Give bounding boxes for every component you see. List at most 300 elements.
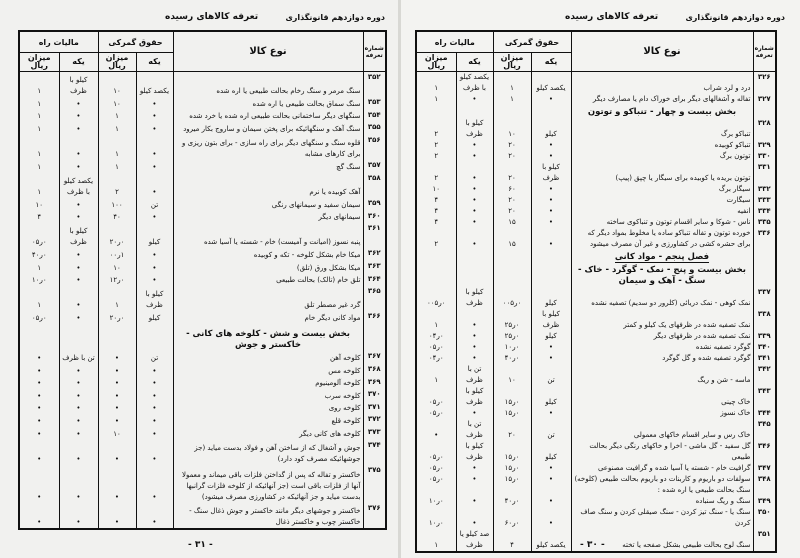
section-heading: سنگ بحالت طبیعی یا اره شده : bbox=[657, 486, 751, 494]
customs-unit: کیلو bbox=[136, 311, 173, 324]
road-tax-amount: ۰ر۱۰ bbox=[31, 276, 47, 285]
road-tax-unit: • bbox=[59, 465, 98, 503]
customs-amount: ۲۰ bbox=[493, 195, 531, 206]
table-row bbox=[19, 160, 386, 173]
road-tax-amount: ۱ bbox=[37, 301, 42, 310]
customs-amount: ۱ bbox=[98, 110, 136, 123]
column-header-road-amount: میزان ریال bbox=[19, 53, 59, 72]
tariff-number: ۳۶۱ bbox=[363, 223, 386, 248]
table-row bbox=[416, 364, 776, 386]
tariff-number: ۳۷۴ bbox=[363, 440, 386, 465]
customs-unit: • bbox=[136, 402, 173, 415]
customs-amount: • bbox=[98, 402, 136, 415]
road-tax-unit: • bbox=[59, 135, 98, 160]
customs-amount: ۲۰ bbox=[493, 419, 531, 441]
tariff-number: ۳۴۱ bbox=[753, 353, 776, 364]
item-description: سنگهای دیگر ساختمانی بحالت طبیعی اره شده یا خرد شده bbox=[173, 110, 363, 123]
tariff-number: ۳۲۹ bbox=[753, 140, 776, 151]
customs-amount: ۶۰ bbox=[493, 184, 531, 195]
section-heading: فصل پنجم - مواد کانی bbox=[614, 252, 710, 262]
tariff-number: ۳۵۷ bbox=[363, 160, 386, 173]
tariff-number: ۳۷۰ bbox=[363, 389, 386, 402]
road-tax-unit: • bbox=[456, 408, 493, 419]
tariff-number: ۳۶۵ bbox=[363, 286, 386, 311]
section-heading-row bbox=[416, 263, 776, 287]
road-tax-unit: تن با ظرف bbox=[59, 351, 98, 364]
customs-unit: • bbox=[531, 507, 571, 529]
customs-unit: یکصد کیلو bbox=[136, 72, 173, 98]
road-tax-unit: • bbox=[456, 463, 493, 474]
customs-amount: ۴۰ bbox=[98, 211, 136, 224]
customs-amount: • bbox=[98, 389, 136, 402]
tariff-number: ۳۵۱ bbox=[753, 529, 776, 551]
table-row bbox=[19, 135, 386, 160]
road-tax-unit: • bbox=[59, 248, 98, 261]
item-description: خاکستر و جوشهای دیگر مانند خاکستر و جوش ذغال سنگ - خاکستر چوب و خاکستر ذغال bbox=[173, 503, 363, 528]
tariff-number: ۳۴۳ bbox=[753, 386, 776, 408]
item-description: ماسه - شن و ریگ bbox=[571, 364, 753, 386]
table-row bbox=[19, 440, 386, 465]
customs-amount: • bbox=[98, 503, 136, 528]
tariff-number: ۳۵۳ bbox=[363, 97, 386, 110]
customs-amount: ۱ bbox=[493, 72, 531, 95]
road-tax-amount: ۰ر۰۵ bbox=[428, 453, 444, 461]
item-description: سیگارت bbox=[571, 195, 753, 206]
page-number: - ۳۰ - bbox=[580, 540, 605, 550]
road-tax-amount: ۱ bbox=[434, 321, 439, 329]
customs-unit: • bbox=[136, 173, 173, 198]
tariff-number: ۳۳۳ bbox=[753, 195, 776, 206]
table-row bbox=[416, 463, 776, 474]
customs-unit: • bbox=[531, 217, 571, 228]
road-tax-unit: صد کیلو یا ظرف bbox=[456, 529, 493, 551]
item-description: سولفات دو باریوم و کاربنات دو باریوم بحالت طبیعی (کلوخه) bbox=[571, 474, 753, 485]
road-tax-unit: • bbox=[59, 122, 98, 135]
road-tax-amount: ۰ر۰۵ bbox=[428, 343, 444, 351]
item-description: میکا بشکل ورق (تلق) bbox=[173, 261, 363, 274]
table-row bbox=[19, 274, 386, 287]
item-description: کلوخه آهن bbox=[173, 351, 363, 364]
tariff-number: ۳۷۲ bbox=[363, 414, 386, 427]
customs-amount: ۰ر۱۵ bbox=[493, 474, 531, 485]
road-tax-unit: • bbox=[59, 211, 98, 224]
customs-amount: ۲۰ bbox=[493, 206, 531, 217]
column-header-road-tax: مالیات راه bbox=[416, 31, 493, 53]
road-tax-unit: • bbox=[59, 274, 98, 287]
tariff-number: ۳۳۲ bbox=[753, 184, 776, 195]
road-tax-unit: • bbox=[59, 402, 98, 415]
road-tax-amount: ۱ bbox=[434, 541, 439, 549]
table-row bbox=[416, 386, 776, 408]
item-description: توتون برگ bbox=[571, 151, 753, 162]
road-tax-unit: کیلو با ظرف bbox=[456, 287, 493, 309]
road-tax-amount: ۰ر۰۵ bbox=[31, 313, 47, 322]
customs-unit: • bbox=[136, 274, 173, 287]
table-row bbox=[416, 309, 776, 331]
customs-unit: • bbox=[531, 94, 571, 105]
road-tax-unit: • bbox=[456, 353, 493, 364]
customs-unit: تن bbox=[531, 419, 571, 441]
table-row bbox=[19, 211, 386, 224]
road-tax-amount: ۰ر۱۰ bbox=[428, 497, 444, 505]
tariff-number: ۳۴۵ bbox=[753, 419, 776, 441]
customs-unit: • bbox=[531, 496, 571, 507]
customs-unit: کیلو bbox=[531, 441, 571, 463]
table-row bbox=[416, 184, 776, 195]
customs-unit: • bbox=[531, 228, 571, 250]
customs-amount: • bbox=[98, 364, 136, 377]
road-tax-unit: • bbox=[59, 97, 98, 110]
customs-amount: • bbox=[98, 465, 136, 503]
item-description: سنگ مرمر و سنگ رخام بحالت طبیعی یا اره شده bbox=[173, 72, 363, 98]
customs-amount: • bbox=[98, 377, 136, 390]
road-tax-amount: ۴ bbox=[434, 196, 439, 204]
table-row bbox=[416, 474, 776, 485]
road-tax-unit: کیلو با ظرف bbox=[456, 118, 493, 140]
road-tax-unit: • bbox=[456, 206, 493, 217]
customs-amount: ۰ر۴۰ bbox=[493, 496, 531, 507]
road-tax-unit: • bbox=[59, 389, 98, 402]
customs-amount: ۰ر۱۵ bbox=[493, 386, 531, 408]
tariff-number: ۳۷۵ bbox=[363, 465, 386, 503]
customs-unit: • bbox=[136, 414, 173, 427]
table-row bbox=[19, 261, 386, 274]
road-tax-amount: • bbox=[37, 354, 42, 363]
road-tax-amount: ۱ bbox=[37, 125, 42, 134]
section-heading-row bbox=[416, 105, 776, 118]
column-header-number: شماره تعرفه bbox=[363, 31, 386, 72]
item-description: تلق خام (تالک) بحالت طبیعی bbox=[173, 274, 363, 287]
customs-amount: ۲۰ bbox=[493, 151, 531, 162]
road-tax-unit: کیلو با ظرف bbox=[456, 386, 493, 408]
road-tax-unit: • bbox=[456, 309, 493, 331]
customs-unit: تن bbox=[531, 364, 571, 386]
tariff-number: ۳۵۹ bbox=[363, 198, 386, 211]
tariff-number: ۳۴۴ bbox=[753, 408, 776, 419]
tariff-number: ۳۳۱ bbox=[753, 162, 776, 184]
customs-unit: یکصد کیلو bbox=[531, 529, 571, 551]
table-row bbox=[416, 287, 776, 309]
customs-unit: • bbox=[136, 503, 173, 528]
customs-amount: ۱ر۰۰ bbox=[98, 248, 136, 261]
item-description: نمک تصفیه شده در ظرفهای یک کیلو و کمتر bbox=[571, 309, 753, 331]
road-tax-unit: • bbox=[59, 198, 98, 211]
table-row bbox=[416, 72, 776, 95]
table-row bbox=[19, 223, 386, 248]
road-tax-amount: • bbox=[37, 492, 42, 501]
page-title: تعرفه کالاهای رسیده bbox=[565, 12, 659, 22]
customs-unit: کیلو bbox=[531, 331, 571, 342]
column-header-road-unit: یکه bbox=[456, 53, 493, 72]
customs-unit: • bbox=[531, 206, 571, 217]
road-tax-amount: ۱ bbox=[434, 95, 439, 103]
table-row bbox=[19, 465, 386, 503]
right-page bbox=[400, 0, 800, 558]
road-tax-unit: • bbox=[456, 228, 493, 250]
tariff-number: ۳۷۶ bbox=[363, 503, 386, 528]
customs-unit: • bbox=[531, 408, 571, 419]
road-tax-unit: • bbox=[456, 474, 493, 485]
road-tax-unit: • bbox=[456, 140, 493, 151]
item-description: نمک تصفیه شده در ظرفهای دیگر bbox=[571, 331, 753, 342]
road-tax-amount: ۰ر۰۴ bbox=[428, 332, 444, 340]
road-tax-amount: ۰ر۰۵ bbox=[428, 464, 444, 472]
tariff-number: ۳۲۷ bbox=[753, 94, 776, 105]
column-header-customs-unit: یکه bbox=[136, 53, 173, 72]
item-description: گرد غیر مصطر تلق bbox=[173, 286, 363, 311]
road-tax-unit: • bbox=[59, 364, 98, 377]
session-header: دوره دوازدهم قانونگذاری bbox=[685, 13, 785, 22]
item-description: تفاله و آشغالهای دیگر برای خوراک دام یا مصارف دیگر bbox=[571, 94, 753, 105]
tariff-number: ۳۶۸ bbox=[363, 364, 386, 377]
customs-amount: ۰ر۶۰ bbox=[493, 507, 531, 529]
tariff-number: ۳۳۰ bbox=[753, 151, 776, 162]
table-row bbox=[416, 94, 776, 105]
tariff-number: ۳۵۲ bbox=[363, 72, 386, 98]
item-description: کلوخه مس bbox=[173, 364, 363, 377]
tariff-number: ۳۳۶ bbox=[753, 228, 776, 250]
session-header: دوره دوازدهم قانونگذاری bbox=[285, 13, 385, 22]
tariff-table bbox=[415, 30, 777, 553]
customs-amount: ۰ر۲۵ bbox=[493, 331, 531, 342]
road-tax-amount: ۰ر۰۵ bbox=[428, 398, 444, 406]
road-tax-amount: ۴ bbox=[434, 218, 439, 226]
customs-amount: ۱۰۰ bbox=[98, 198, 136, 211]
road-tax-amount: ۱ bbox=[37, 87, 42, 96]
customs-unit: • bbox=[531, 184, 571, 195]
customs-unit: • bbox=[531, 342, 571, 353]
road-tax-amount: ۱ bbox=[434, 84, 439, 92]
page-number: - ۳۱ - bbox=[188, 540, 213, 550]
table-row bbox=[416, 408, 776, 419]
item-description: مواد کانی دیگر خام bbox=[173, 311, 363, 324]
table-row bbox=[19, 286, 386, 311]
item-description: کلوخه سرب bbox=[173, 389, 363, 402]
road-tax-amount: ۰ر۴۰ bbox=[31, 250, 47, 259]
customs-unit: کیلو با ظرف bbox=[531, 309, 571, 331]
customs-amount: ۲۰ bbox=[493, 162, 531, 184]
road-tax-amount: ۱۰ bbox=[432, 185, 441, 193]
road-tax-unit: • bbox=[59, 427, 98, 440]
tariff-number: ۳۳۵ bbox=[753, 217, 776, 228]
customs-unit: • bbox=[136, 160, 173, 173]
road-tax-amount: • bbox=[37, 517, 42, 526]
road-tax-unit: • bbox=[456, 94, 493, 105]
road-tax-amount: • bbox=[37, 404, 42, 413]
item-description: سیمان سفید و سیمانهای رنگی bbox=[173, 198, 363, 211]
table-row bbox=[416, 353, 776, 364]
road-tax-amount: ۱۰ bbox=[35, 200, 44, 209]
customs-unit: • bbox=[136, 427, 173, 440]
item-description: انفیه bbox=[571, 206, 753, 217]
road-tax-unit: • bbox=[456, 217, 493, 228]
road-tax-unit: • bbox=[59, 160, 98, 173]
customs-amount: ۰ر۲۰ bbox=[98, 311, 136, 324]
item-description: جوش و آشغال که از ساختن آهن و فولاد بدست میاید (جز جوشهائیکه مصرف کود دارد) bbox=[173, 440, 363, 465]
customs-unit: • bbox=[531, 195, 571, 206]
item-description: سیگار برگ bbox=[571, 184, 753, 195]
customs-amount: ۲۰ bbox=[493, 140, 531, 151]
column-header-item: نوع کالا bbox=[571, 31, 753, 72]
table-row bbox=[416, 206, 776, 217]
table-row bbox=[19, 97, 386, 110]
customs-unit: • bbox=[531, 463, 571, 474]
road-tax-amount: ۰ر۰۵ bbox=[31, 238, 47, 247]
table-row bbox=[416, 162, 776, 184]
filler-row bbox=[19, 528, 386, 529]
customs-amount: ۰ر۲۵ bbox=[493, 309, 531, 331]
column-header-item: نوع کالا bbox=[173, 31, 363, 72]
road-tax-unit: تن با ظرف bbox=[456, 419, 493, 441]
road-tax-amount: ۱ bbox=[37, 188, 42, 197]
customs-unit: کیلو bbox=[531, 118, 571, 140]
road-tax-unit: • bbox=[59, 286, 98, 311]
table-row bbox=[19, 427, 386, 440]
item-description: خاک نسوز bbox=[571, 408, 753, 419]
road-tax-unit: یکصد کیلو با ظرف bbox=[59, 173, 98, 198]
customs-amount: ۱۵ bbox=[493, 228, 531, 250]
table-row bbox=[19, 351, 386, 364]
tariff-number: ۳۴۸ bbox=[753, 474, 776, 485]
item-description: کلوخه روی bbox=[173, 402, 363, 415]
filler-row bbox=[416, 551, 776, 552]
table-row bbox=[416, 118, 776, 140]
customs-amount: ۱۰ bbox=[493, 364, 531, 386]
tariff-number: ۳۵۴ bbox=[363, 110, 386, 123]
item-description: سنگ سماق بحالت طبیعی یا اره شده bbox=[173, 97, 363, 110]
tariff-number: ۳۴۹ bbox=[753, 496, 776, 507]
customs-amount: ۰ر۰۰۵ bbox=[493, 287, 531, 309]
item-description: نمک کوهی - نمک دریائی (کلرور دو سدیم) تصفیه نشده bbox=[571, 287, 753, 309]
item-description: گوگرد تصفیه شده و گل گوگرد bbox=[571, 353, 753, 364]
road-tax-amount: • bbox=[37, 366, 42, 375]
tariff-number: ۳۷۱ bbox=[363, 402, 386, 415]
road-tax-amount: ۲ bbox=[434, 174, 439, 182]
road-tax-unit: • bbox=[456, 507, 493, 529]
road-tax-amount: ۰ر۰۵ bbox=[428, 409, 444, 417]
customs-amount: ۰ر۲۰ bbox=[98, 223, 136, 248]
item-description: گل سفید - گل ماشی - اخرا و خاکهای رنگی دیگر بحالت طبیعی bbox=[571, 441, 753, 463]
road-tax-unit: • bbox=[59, 440, 98, 465]
item-description: آهک کوبیده یا نرم bbox=[173, 173, 363, 198]
road-tax-amount: ۲ bbox=[434, 130, 439, 138]
road-tax-unit: کیلو با ظرف bbox=[456, 441, 493, 463]
customs-unit: کیلو bbox=[531, 287, 571, 309]
customs-amount: ۱ bbox=[98, 160, 136, 173]
road-tax-unit: • bbox=[59, 311, 98, 324]
road-tax-unit: • bbox=[59, 110, 98, 123]
column-header-road-amount: میزان ریال bbox=[416, 53, 456, 72]
item-description: ناس - شوکا و سایر اقسام توتون و تنباکوی ساخته bbox=[571, 217, 753, 228]
item-description: سیمانهای دیگر bbox=[173, 211, 363, 224]
customs-unit: کیلو bbox=[136, 223, 173, 248]
tariff-number: ۳۵۶ bbox=[363, 135, 386, 160]
item-description: کلوخه قلع bbox=[173, 414, 363, 427]
road-tax-amount: • bbox=[37, 416, 42, 425]
road-tax-amount: ۱ bbox=[37, 99, 42, 108]
customs-unit: • bbox=[136, 389, 173, 402]
tariff-number: ۳۴۶ bbox=[753, 441, 776, 463]
customs-unit: کیلو bbox=[531, 386, 571, 408]
tariff-number: ۳۳۸ bbox=[753, 309, 776, 331]
table-row bbox=[19, 72, 386, 98]
road-tax-amount: • bbox=[37, 454, 42, 463]
section-heading: بخش بیست و چهار - تنباکو و توتون bbox=[587, 107, 737, 117]
table-row bbox=[416, 419, 776, 441]
item-description: میکا خام بشکل کلوخه - تکه و کوبیده bbox=[173, 248, 363, 261]
customs-unit: • bbox=[136, 110, 173, 123]
road-tax-amount: ۰ر۰۰۵ bbox=[427, 299, 446, 307]
customs-amount: • bbox=[98, 440, 136, 465]
customs-unit: • bbox=[136, 248, 173, 261]
road-tax-amount: ۱ bbox=[37, 150, 42, 159]
customs-amount: ۱ bbox=[98, 135, 136, 160]
customs-unit: • bbox=[136, 97, 173, 110]
customs-unit: کیلو با ظرف bbox=[136, 286, 173, 311]
tariff-table bbox=[18, 30, 387, 530]
item-description: گرافیت خام - شسته یا آسیا شده و گرافیت مصنوعی bbox=[571, 463, 753, 474]
table-row bbox=[19, 402, 386, 415]
table-row bbox=[19, 122, 386, 135]
page-title: تعرفه کالاهای رسیده bbox=[165, 12, 259, 22]
tariff-number: ۳۶۹ bbox=[363, 377, 386, 390]
tariff-number: ۳۶۷ bbox=[363, 351, 386, 364]
customs-amount: ۱۰ bbox=[98, 72, 136, 98]
item-description: سنگ و ریگ سنباده bbox=[571, 496, 753, 507]
customs-unit: • bbox=[136, 440, 173, 465]
item-description: کلوخه آلومینیوم bbox=[173, 377, 363, 390]
table-row bbox=[416, 195, 776, 206]
road-tax-unit: • bbox=[59, 414, 98, 427]
customs-amount: ۰ر۱۲ bbox=[98, 274, 136, 287]
customs-amount: • bbox=[98, 351, 136, 364]
table-row bbox=[19, 311, 386, 324]
road-tax-unit: تن با ظرف bbox=[456, 364, 493, 386]
column-header-road-tax: مالیات راه bbox=[19, 31, 98, 53]
section-heading: بخش بیست و شش - کلوخه های کانی - خاکستر و جوش bbox=[186, 329, 350, 351]
item-description: خاک رس و سایر اقسام خاکهای معمولی bbox=[571, 419, 753, 441]
road-tax-amount: ۲ bbox=[434, 152, 439, 160]
road-tax-unit: کیلو با ظرف bbox=[59, 223, 98, 248]
customs-amount: ۰ر۱۵ bbox=[493, 441, 531, 463]
customs-amount: ۰ر۱۵ bbox=[493, 408, 531, 419]
road-tax-unit: • bbox=[456, 195, 493, 206]
section-heading: بخش بیست و پنج - نمک - گوگرد - خاک - سنگ - آهک و سیمان bbox=[578, 265, 746, 286]
tariff-number: ۳۲۸ bbox=[753, 118, 776, 140]
customs-unit: • bbox=[531, 140, 571, 151]
table-row bbox=[416, 496, 776, 507]
tariff-number: ۳۵۸ bbox=[363, 173, 386, 198]
item-description: کلوخه های کانی دیگر bbox=[173, 427, 363, 440]
tariff-number: ۳۶۰ bbox=[363, 211, 386, 224]
road-tax-amount: ۰ر۰۴ bbox=[428, 354, 444, 362]
customs-amount: ۱۵ bbox=[493, 217, 531, 228]
customs-unit: • bbox=[531, 474, 571, 485]
road-tax-amount: • bbox=[434, 431, 439, 439]
customs-unit: • bbox=[136, 261, 173, 274]
item-description: سنگ گچ bbox=[173, 160, 363, 173]
road-tax-amount: ۲ bbox=[434, 141, 439, 149]
road-tax-amount: • bbox=[37, 429, 42, 438]
item-description: درد و لرد شراب bbox=[571, 72, 753, 95]
table-row bbox=[416, 151, 776, 162]
tariff-number: ۳۵۰ bbox=[753, 507, 776, 529]
road-tax-unit: • bbox=[456, 184, 493, 195]
road-tax-amount: • bbox=[37, 379, 42, 388]
customs-unit: • bbox=[531, 353, 571, 364]
table-row bbox=[416, 342, 776, 353]
customs-unit: • bbox=[136, 364, 173, 377]
